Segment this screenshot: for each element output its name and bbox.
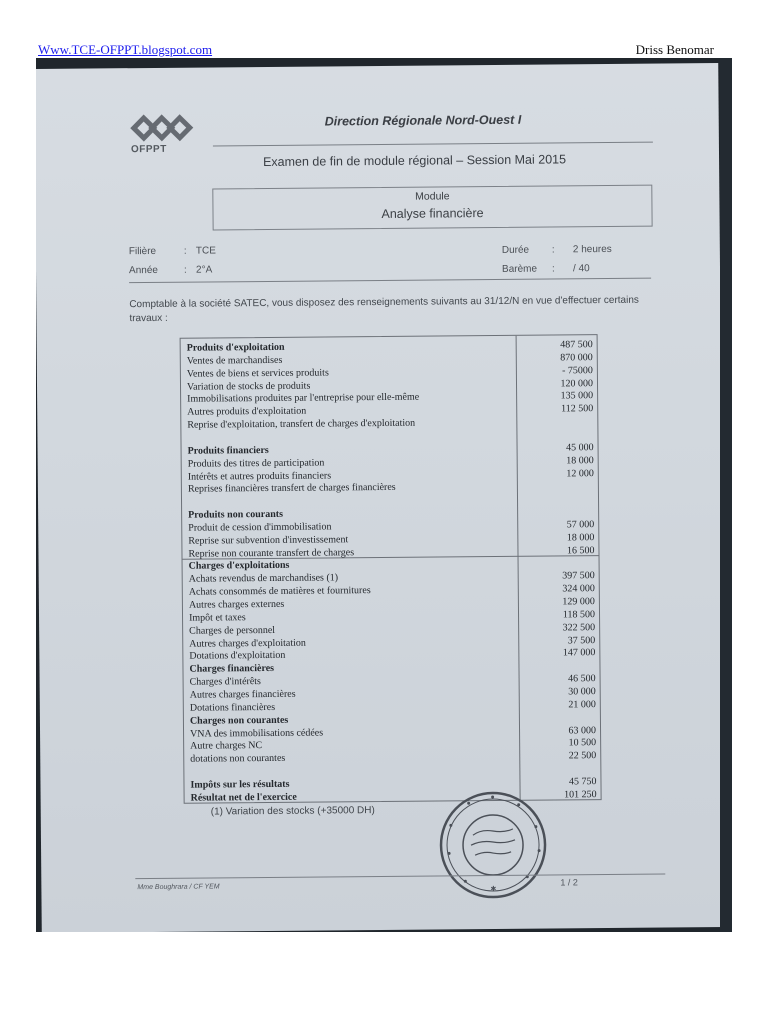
bareme-sep: : — [551, 263, 555, 275]
footer-author: Mme Boughrara / CF YEM — [137, 883, 220, 892]
row-label: dotations non courantes — [190, 753, 286, 765]
photo-background-edge — [720, 58, 732, 932]
table-body — [181, 335, 597, 804]
filiere-label: Filière — [128, 245, 157, 258]
row-label: Impôt et taxes — [188, 612, 246, 624]
row-value: 870 000 — [560, 351, 593, 364]
row-value: 322 500 — [562, 621, 596, 634]
row-label: Produits non courants — [188, 508, 284, 521]
row-value — [522, 763, 596, 764]
row-value: 21 000 — [568, 698, 596, 711]
row-value: 45 000 — [566, 441, 594, 454]
row-label: Ventes de marchandises — [186, 354, 283, 367]
module-name: Analyse financière — [381, 206, 484, 221]
row-value: 129 000 — [562, 596, 595, 608]
row-label: Produits des titres de participation — [187, 457, 325, 470]
row-label: Achats revendus de marchandises (1) — [188, 572, 339, 585]
row-value: 118 500 — [562, 608, 596, 621]
row-label: Produit de cession d'immobilisation — [188, 521, 332, 534]
filiere-value: TCE — [195, 245, 216, 257]
row-label: VNA des immobilisations cédées — [190, 727, 324, 740]
exam-sheet — [36, 63, 726, 932]
intro-paragraph: Comptable à la société SATEC, vous disposez des renseignements suivants au 31/12/N en vue d'effectuer certains travaux : — [129, 294, 639, 325]
row-label: Achats consommés de matières et fournitures — [188, 585, 371, 598]
ofppt-logo-icon — [128, 108, 194, 149]
row-value: 18 000 — [566, 531, 595, 544]
row-value: 147 000 — [562, 647, 596, 659]
logo-text: OFPPT — [130, 143, 167, 156]
duree-sep: : — [551, 244, 555, 256]
row-label: Impôts sur les résultats — [190, 778, 290, 791]
annee-value: 2°A — [195, 264, 213, 276]
row-value: 120 000 — [560, 377, 594, 389]
filiere-sep: : — [183, 245, 187, 257]
row-value — [521, 660, 595, 661]
official-stamp-icon — [435, 787, 552, 904]
row-label: Charges d'exploitations — [188, 560, 290, 573]
page-header — [0, 0, 768, 58]
row-value: 18 000 — [566, 454, 594, 467]
page-number: 1 / 2 — [560, 877, 578, 888]
row-value: 112 500 — [561, 403, 594, 415]
row-label: Ventes de biens et services produits — [186, 367, 329, 380]
row-value: 487 500 — [560, 339, 593, 351]
meta-rule — [129, 278, 651, 284]
site-link[interactable]: Www.TCE-OFPPT.blogspot.com — [38, 42, 213, 57]
row-value: 22 500 — [568, 750, 597, 762]
row-label: Produits financiers — [187, 444, 269, 457]
row-label: Autres produits d'exploitation — [187, 405, 307, 418]
row-value: 37 500 — [567, 634, 596, 646]
duree-value: 2 heures — [572, 243, 612, 256]
row-value — [520, 493, 594, 494]
row-label: Autres charges d'exploitation — [189, 637, 306, 650]
row-label: Variation de stocks de produits — [186, 380, 311, 393]
row-label: Reprise non courante transfert de charges — [188, 546, 355, 560]
row-label: Charges financières — [189, 663, 275, 675]
row-label: Autre charges NC — [190, 740, 263, 753]
row-label: Autres charges externes — [188, 598, 285, 611]
row-label: Reprises financières transfert de charges financières — [187, 482, 396, 496]
exam-photo — [36, 58, 732, 932]
row-value: 30 000 — [568, 686, 596, 698]
row-label: Autres charges financières — [189, 688, 296, 701]
bareme-label: Barème — [501, 263, 538, 275]
row-label: Intérêts et autres produits financiers — [187, 469, 332, 483]
row-value: - 75000 — [562, 364, 593, 377]
row-label: Dotations financières — [189, 701, 276, 714]
module-label: Module — [415, 190, 450, 203]
duree-label: Durée — [501, 244, 530, 256]
row-value: 57 000 — [566, 519, 595, 531]
row-label: Produits d'exploitation — [186, 341, 285, 354]
annee-sep: : — [183, 264, 187, 276]
header-rule — [213, 142, 653, 147]
row-label: Reprise sur subvention d'investissement — [188, 534, 349, 547]
row-value: 46 500 — [568, 673, 596, 685]
exam-title: Examen de fin de module régional – Session Mai 2015 — [263, 152, 567, 170]
row-value: 45 750 — [568, 776, 597, 788]
row-value: 10 500 — [568, 737, 597, 749]
annee-label: Année — [128, 264, 158, 277]
row-value — [522, 712, 596, 713]
row-value — [519, 416, 593, 417]
row-label: Charges de personnel — [189, 624, 276, 637]
row-value — [520, 480, 594, 481]
footer-rule — [135, 874, 665, 880]
svg-text:✱: ✱ — [490, 884, 497, 894]
module-box — [212, 185, 652, 231]
row-value: 63 000 — [568, 724, 597, 736]
financial-table — [180, 334, 602, 804]
row-value: 324 000 — [562, 583, 595, 595]
row-value — [521, 558, 595, 559]
row-label: Charges d'intérêts — [189, 676, 261, 688]
row-value: 16 500 — [566, 544, 595, 556]
row-label: Charges non courantes — [189, 714, 289, 727]
row-label: Immobilisations produites par l'entreprise pour elle-même — [187, 392, 420, 406]
row-label: Dotations d'exploitation — [189, 650, 286, 663]
bareme-value: / 40 — [572, 263, 590, 275]
row-value: 397 500 — [562, 570, 595, 582]
direction-title: Direction Régionale Nord-Ouest I — [324, 112, 522, 129]
row-value: 101 250 — [564, 788, 597, 801]
row-label: Résultat net de l'exercice — [190, 791, 297, 804]
row-value: 135 000 — [560, 390, 594, 402]
author-name: Driss Benomar — [635, 42, 714, 57]
row-value: 12 000 — [566, 467, 594, 479]
row-value — [519, 429, 593, 430]
row-label: Reprise d'exploitation, transfert de charges d'exploitation — [187, 417, 416, 431]
row-value — [520, 506, 594, 507]
footnote: (1) Variation des stocks (+35000 DH) — [210, 805, 375, 818]
